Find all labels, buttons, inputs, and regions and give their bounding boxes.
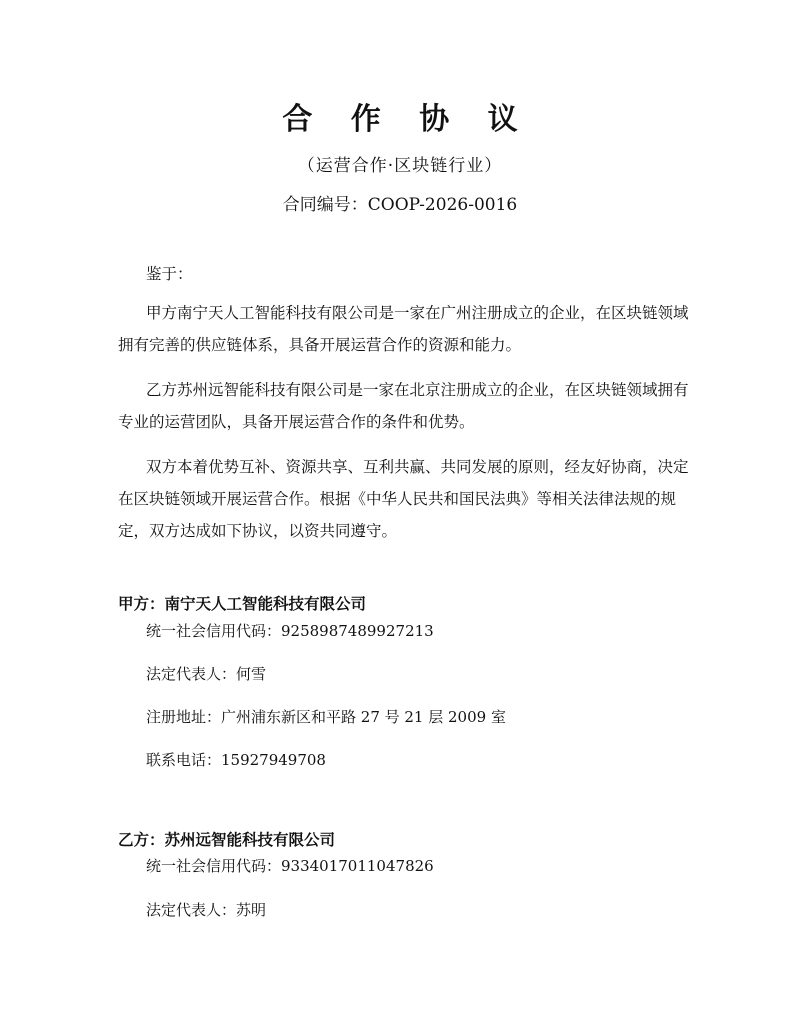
- party-b-legal-rep: 法定代表人：苏明: [146, 901, 267, 919]
- document-subtitle: （运营合作·区块链行业）: [297, 156, 503, 176]
- party-a-credit-code: 统一社会信用代码：9258987489927213: [146, 622, 434, 640]
- party-a-phone: 联系电话：15927949708: [146, 751, 326, 769]
- party-a-heading: 甲方：南宁天人工智能科技有限公司: [118, 595, 367, 613]
- paragraph-party-b-intro: 乙方苏州远智能科技有限公司是一家在北京注册成立的企业，在区块链领域拥有专业的运营团队，具备开展运营合作的条件和优势。: [118, 381, 689, 431]
- party-a-address: 注册地址：广州浦东新区和平路 27 号 21 层 2009 室: [146, 708, 506, 726]
- intro-label: 鉴于：: [146, 265, 193, 283]
- paragraph-agreement-basis: 双方本着优势互补、资源共享、互利共赢、共同发展的原则，经友好协商，决定在区块链领域开展运营合作。根据《中华人民共和国民法典》等相关法律法规的规定，双方达成如下协议，以资共同遵守。: [118, 458, 689, 540]
- contract-number: 合同编号：COOP-2026-0016: [282, 195, 518, 215]
- party-b-heading: 乙方：苏州远智能科技有限公司: [118, 831, 336, 849]
- paragraph-party-a-intro: 甲方南宁天人工智能科技有限公司是一家在广州注册成立的企业，在区块链领域拥有完善的供应链体系，具备开展运营合作的资源和能力。: [118, 304, 689, 354]
- party-a-legal-rep: 法定代表人：何雪: [146, 665, 267, 683]
- party-b-credit-code: 统一社会信用代码：9334017011047826: [146, 857, 434, 875]
- document-title: 合 作 协 议: [282, 102, 532, 137]
